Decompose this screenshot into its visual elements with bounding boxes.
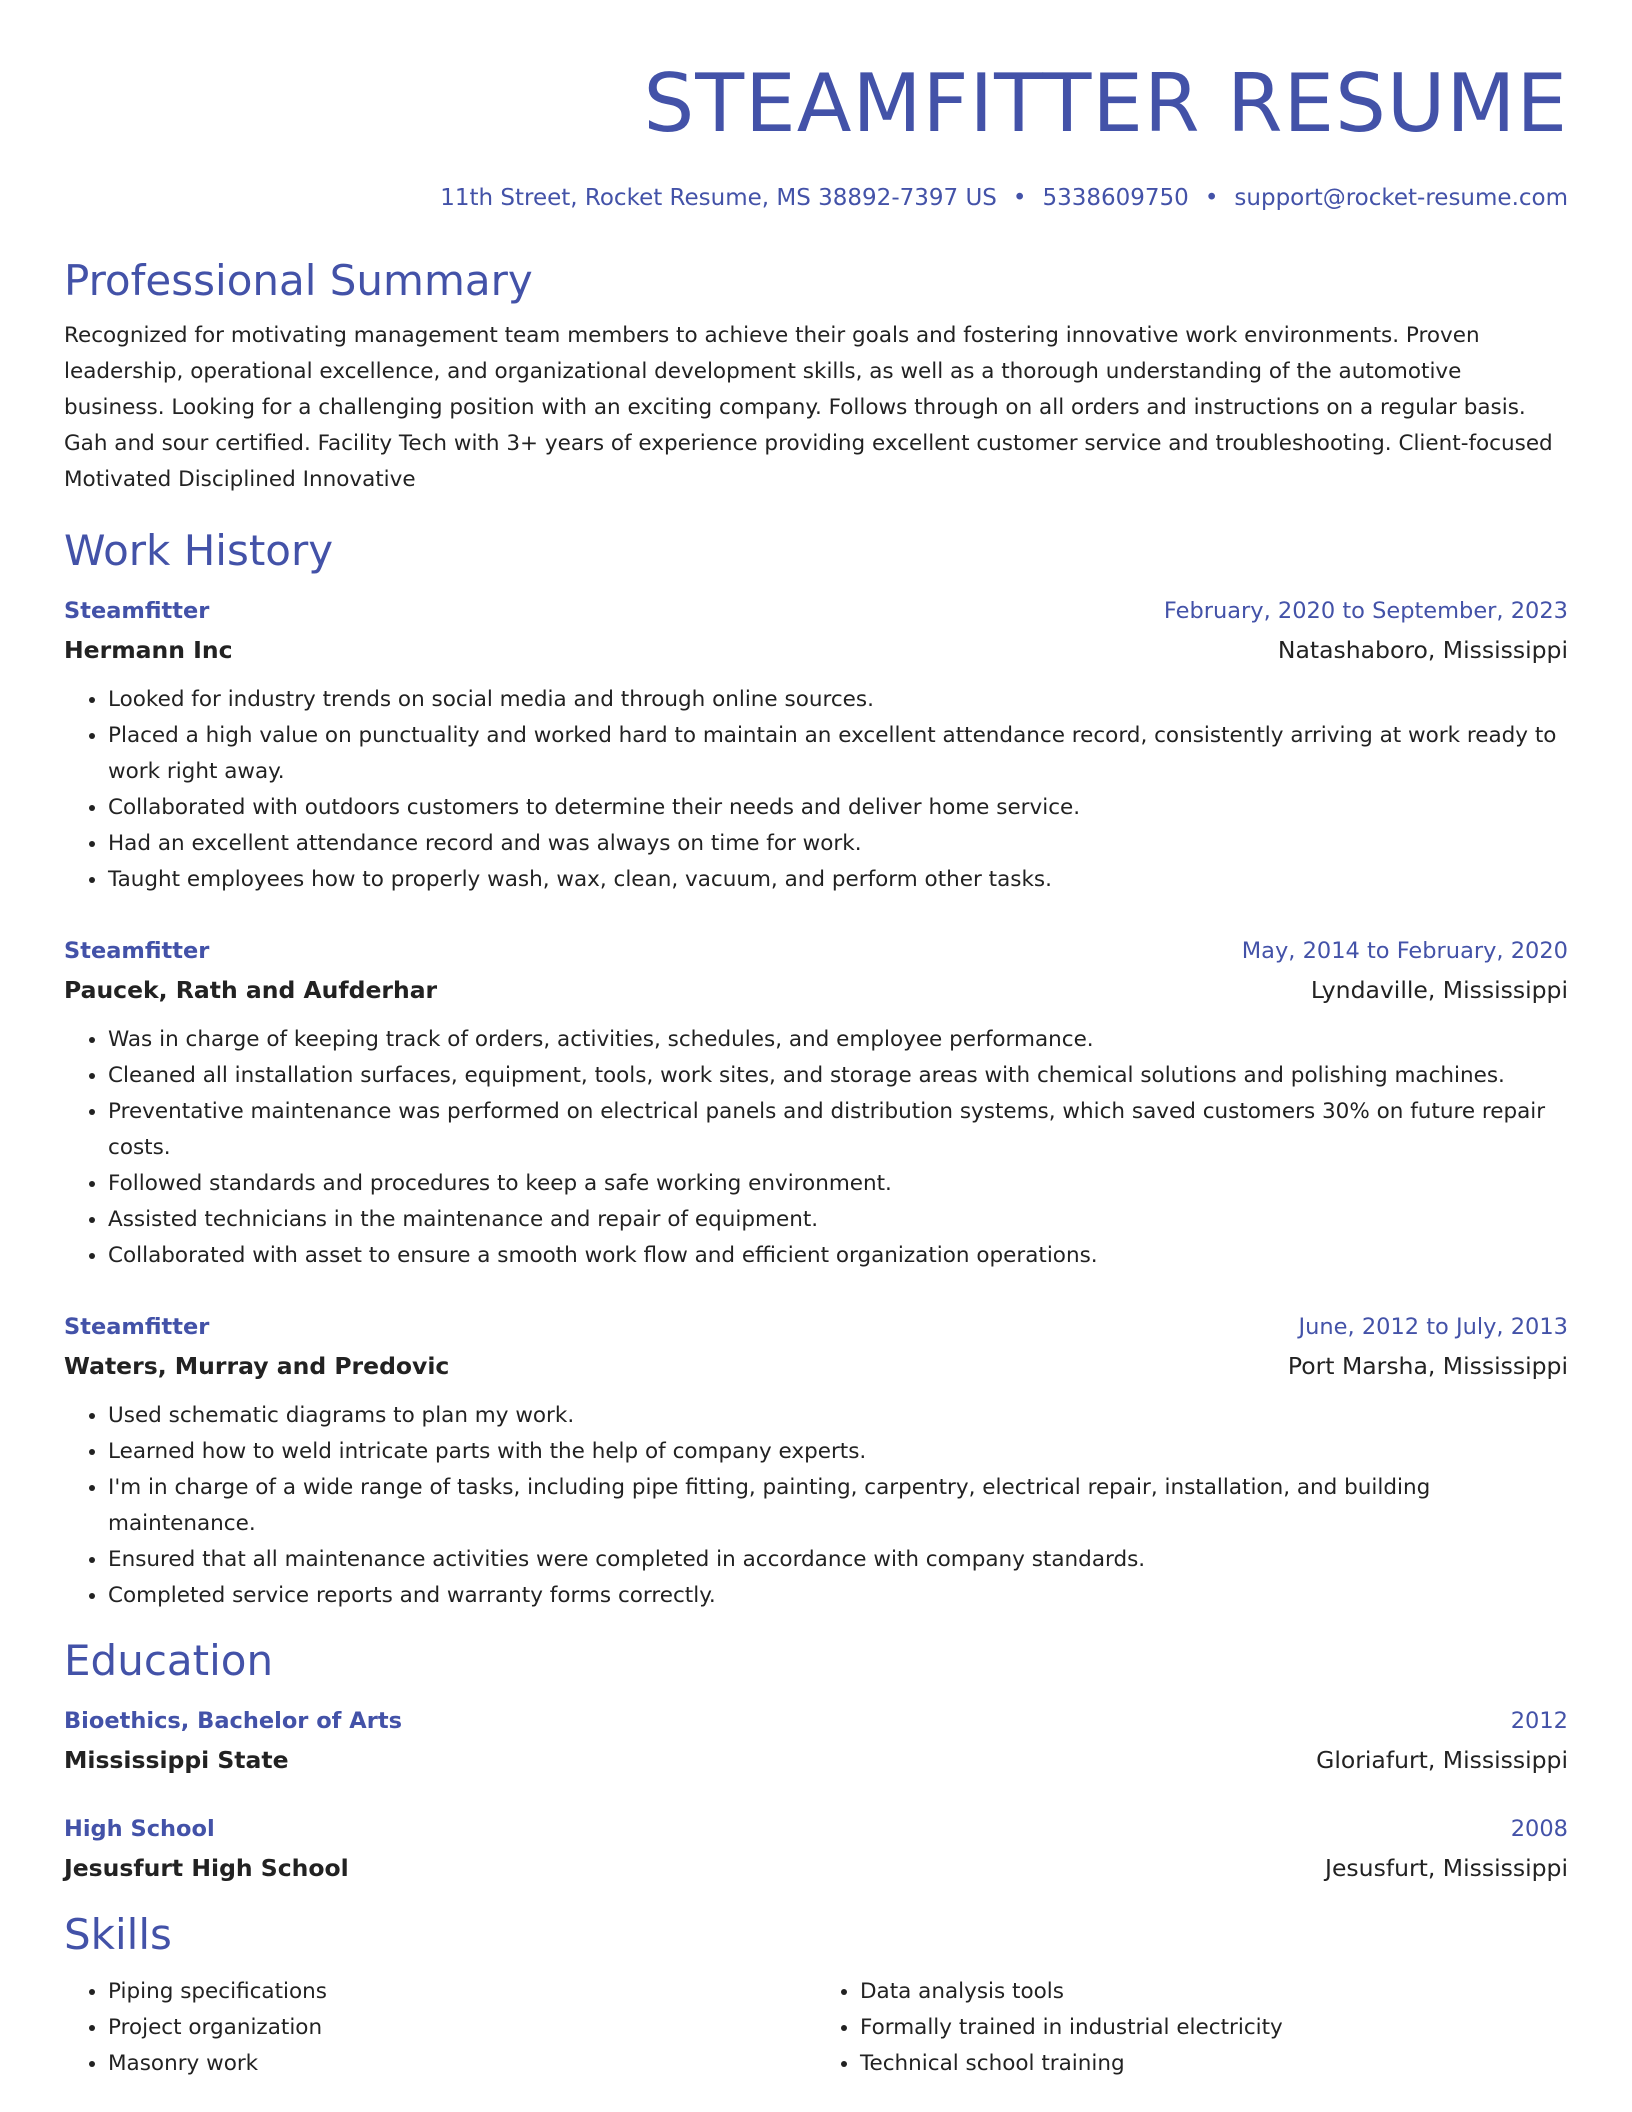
job-dates: February, 2020 to September, 2023	[1163, 598, 1568, 624]
job-bullet: • Learned how to weld intricate parts with the help of company experts.	[108, 1434, 1568, 1470]
job-bullet: • Taught employees how to properly wash, wax, clean, vacuum, and perform other tasks.	[108, 862, 1568, 898]
education-degree: Bioethics, Bachelor of Arts	[64, 1708, 402, 1734]
skill-item: • Masonry work	[108, 2046, 816, 2082]
job-bullet: • Followed standards and procedures to keep a safe working environment.	[108, 1166, 1568, 1202]
education-year: 2012	[1510, 1708, 1568, 1734]
job-bullet: • Preventative maintenance was performed on electrical panels and distribution systems, which saved customers 30% on future repair costs.	[108, 1094, 1568, 1166]
education-heading: Education	[64, 1636, 274, 1685]
job-bullet: • Collaborated with outdoors customers to determine their needs and deliver home service.	[108, 790, 1568, 826]
contact-phone: 5338609750	[1042, 185, 1189, 211]
job-entry	[64, 592, 1568, 898]
skill-item: • Project organization	[108, 2010, 816, 2046]
contact-email: support@rocket-resume.com	[1234, 185, 1568, 211]
skill-item: • Data analysis tools	[860, 1974, 1568, 2010]
job-role: Steamfitter	[64, 1314, 210, 1340]
skill-item: • Piping specifications	[108, 1974, 816, 2010]
job-bullet: • Used schematic diagrams to plan my work.	[108, 1398, 1568, 1434]
contact-separator: •	[1204, 185, 1219, 211]
job-bullet: • Completed service reports and warranty forms correctly.	[108, 1578, 1568, 1614]
work-history-heading: Work History	[64, 526, 334, 575]
job-bullet: • I'm in charge of a wide range of tasks, including pipe fitting, painting, carpentry, electrical repair, installation, and building maintenance.	[108, 1470, 1568, 1542]
job-bullet: • Assisted technicians in the maintenance and repair of equipment.	[108, 1202, 1568, 1238]
education-school: Jesusfurt High School	[64, 1854, 349, 1882]
job-bullet: • Collaborated with asset to ensure a smooth work flow and efficient organization operations.	[108, 1238, 1568, 1274]
education-location: Gloriafurt, Mississippi	[1316, 1746, 1568, 1774]
education-location: Jesusfurt, Mississippi	[1325, 1854, 1568, 1882]
job-entry	[64, 1308, 1568, 1614]
job-company: Hermann Inc	[64, 636, 233, 664]
skill-item: • Formally trained in industrial electricity	[860, 2010, 1568, 2046]
job-bullet: • Looked for industry trends on social media and through online sources.	[108, 682, 1568, 718]
job-company: Waters, Murray and Predovic	[64, 1352, 450, 1380]
job-role: Steamfitter	[64, 938, 210, 964]
contact-separator: •	[1012, 185, 1027, 211]
summary-heading: Professional Summary	[64, 256, 533, 305]
contact-address: 11th Street, Rocket Resume, MS 38892-7397 US	[440, 185, 997, 211]
job-bullets	[64, 1398, 1568, 1614]
job-entry	[64, 932, 1568, 1274]
job-bullet: • Had an excellent attendance record and was always on time for work.	[108, 826, 1568, 862]
contact-line	[64, 182, 1568, 214]
education-year: 2008	[1510, 1816, 1568, 1842]
job-role: Steamfitter	[64, 598, 210, 624]
education-school: Mississippi State	[64, 1746, 289, 1774]
skills-column-right	[816, 1974, 1568, 2082]
job-bullets	[64, 1022, 1568, 1274]
job-bullet: • Placed a high value on punctuality and worked hard to maintain an excellent attendance record, consistently arriving at work ready to work right away.	[108, 718, 1568, 790]
job-bullet: • Cleaned all installation surfaces, equipment, tools, work sites, and storage areas with chemical solutions and polishing machines.	[108, 1058, 1568, 1094]
education-entry	[64, 1702, 1568, 1780]
job-bullet: • Was in charge of keeping track of orders, activities, schedules, and employee performance.	[108, 1022, 1568, 1058]
job-location: Lyndaville, Mississippi	[1310, 976, 1568, 1004]
job-bullets	[64, 682, 1568, 898]
resume-title: STEAMFITTER RESUME	[643, 57, 1568, 150]
job-location: Natashaboro, Mississippi	[1277, 636, 1568, 664]
education-entry	[64, 1810, 1568, 1888]
job-location: Port Marsha, Mississippi	[1287, 1352, 1568, 1380]
skills-heading: Skills	[64, 1910, 172, 1959]
job-bullet: • Ensured that all maintenance activities were completed in accordance with company standards.	[108, 1542, 1568, 1578]
education-degree: High School	[64, 1816, 215, 1842]
job-dates: June, 2012 to July, 2013	[1298, 1314, 1568, 1340]
job-dates: May, 2014 to February, 2020	[1241, 938, 1568, 964]
skills-column-left	[64, 1974, 816, 2082]
skills-list	[64, 1974, 1568, 2082]
skill-item: • Technical school training	[860, 2046, 1568, 2082]
job-company: Paucek, Rath and Aufderhar	[64, 976, 438, 1004]
summary-text: Recognized for motivating management team members to achieve their goals and fostering innovative work environments. Proven leadership, operational excellence, and organizational development skills, as well as a thorough understanding of the automotive business. Looking for a challenging position with an exciting company. Follows through on all orders and instructions on a regular basis. Gah and sour certified. Facility Tech with 3+ years of experience providing excellent customer service and troubleshooting. Client-focused Motivated Disciplined Innovative	[64, 323, 1553, 492]
